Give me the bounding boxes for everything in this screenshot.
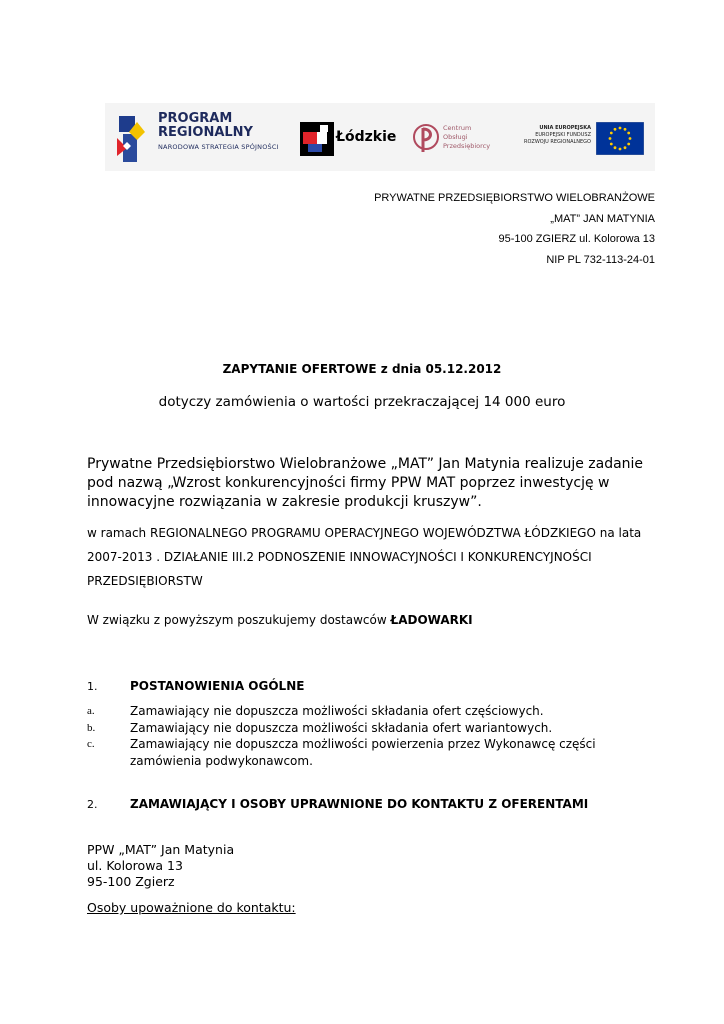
eu-flag-icon: [596, 122, 644, 155]
section-1-list: [87, 703, 657, 769]
list-item-letter: b.: [87, 721, 96, 734]
seeking-paragraph: [87, 611, 657, 629]
cop-label: Centrum Obsługi Przedsiębiorcy: [443, 124, 491, 150]
eu-text: [505, 125, 591, 146]
section-1-number: 1.: [87, 680, 98, 693]
section-2-heading: ZAMAWIAJĄCY I OSOBY UPRAWNIONE DO KONTAKTU Z OFERENTAMI: [130, 797, 589, 811]
contact-persons-label: Osoby upoważnione do kontaktu:: [87, 900, 296, 915]
company-header: [374, 188, 655, 270]
seeking-bold: ŁADOWARKI: [390, 613, 473, 627]
intro-paragraph: Prywatne Przedsiębiorstwo Wielobranżowe „MAT” Jan Matynia realizuje zadanie pod nazwą „Wzrost konkurencyjności firmy PPW MAT poprzez inwestycję w innowacyjne rozwiązania w zakresie produkcji kruszyw”.: [87, 456, 644, 510]
cop-emblem-icon: [413, 120, 441, 156]
program-paragraph: w ramach REGIONALNEGO PROGRAMU OPERACYJNEGO WOJEWÓDZTWA ŁÓDZKIEGO na lata 2007-2013 . DZIAŁANIE III.2 PODNOSZENIE INNOWACYJNOŚCI I KONKURENCYJNOŚCI PRZEDSIĘBIORSTW: [87, 526, 642, 588]
document-title: ZAPYTANIE OFERTOWE z dnia 05.12.2012: [222, 362, 502, 376]
contact-line1: PPW „MAT” Jan Matynia: [87, 842, 235, 857]
section-1-heading: POSTANOWIENIA OGÓLNE: [130, 679, 305, 693]
section-2-number: 2.: [87, 798, 98, 811]
list-item-letter: a.: [87, 705, 95, 717]
seeking-prefix: W związku z powyższym poszukujemy dostawców: [87, 613, 391, 627]
program-regionalny-logo: [117, 112, 287, 164]
eu-line2: EUROPEJSKI FUNDUSZ: [535, 132, 591, 138]
centrum-obslugi-logo: [413, 120, 493, 158]
list-item-text: Zamawiający nie dopuszcza możliwości składania ofert wariantowych.: [130, 720, 553, 735]
company-owner: „MAT” JAN MATYNIA: [550, 212, 655, 225]
program-regionalny-line2: REGIONALNY: [158, 125, 253, 140]
lodzkie-emblem-icon: [300, 122, 334, 156]
lodzkie-logo: [300, 120, 395, 158]
list-item-text: Zamawiający nie dopuszcza możliwości powierzenia przez Wykonawcę części zamówienia podwykonawcom.: [130, 737, 596, 768]
program-regionalny-line1: PROGRAM: [158, 111, 233, 126]
contact-line2: ul. Kolorowa 13: [87, 858, 183, 873]
company-nip: NIP PL 732-113-24-01: [546, 253, 655, 266]
eu-line3: ROZWOJU REGIONALNEGO: [523, 139, 591, 145]
list-item: [87, 736, 657, 769]
program-regionalny-subtitle: NARODOWA STRATEGIA SPÓJNOŚCI: [158, 143, 279, 151]
company-name: PRYWATNE PRZEDSIĘBIORSTWO WIELOBRANŻOWE: [374, 192, 655, 204]
company-address: 95-100 ZGIERZ ul. Kolorowa 13: [498, 233, 655, 245]
contact-line3: 95-100 Zgierz: [87, 874, 175, 889]
contact-address: [87, 842, 234, 890]
eu-line1: UNIA EUROPEJSKA: [539, 125, 591, 131]
program-regionalny-emblem-icon: [117, 112, 153, 164]
document-subtitle: dotyczy zamówienia o wartości przekraczającej 14 000 euro: [158, 394, 566, 410]
list-item: [87, 703, 657, 720]
list-item-letter: c.: [87, 738, 95, 750]
list-item: [87, 720, 657, 737]
list-item-text: Zamawiający nie dopuszcza możliwości składania ofert częściowych.: [130, 704, 544, 718]
lodzkie-label: Łódzkie: [336, 129, 397, 145]
